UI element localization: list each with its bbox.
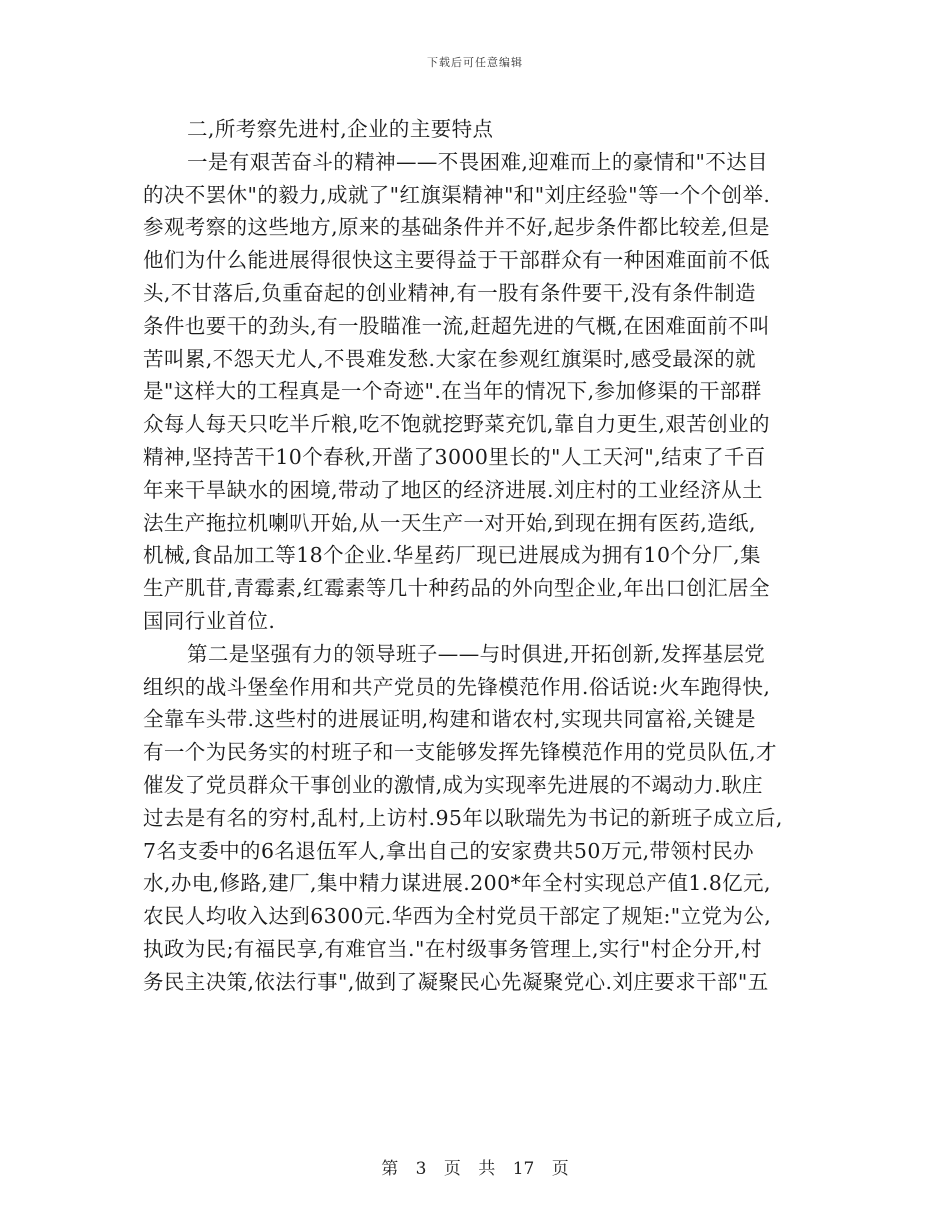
section-heading: 二,所考察先进村,企业的主要特点: [187, 117, 494, 141]
text-line: 苦叫累,不怨天尤人,不畏难发愁.大家在参观红旗渠时,感受最深的就: [143, 346, 756, 371]
text-line: 参观考察的这些地方,原来的基础条件并不好,起步条件都比较差,但是: [143, 215, 770, 240]
text-line: 催发了党员群众干事创业的激情,成为实现率先进展的不竭动力.耿庄: [143, 772, 763, 797]
total-page-count: 17: [512, 1159, 535, 1179]
text-line: 水,办电,修路,建厂,集中精力谋进展.200*年全村实现总产值1.8亿元,: [143, 871, 771, 896]
text-line: 条件也要干的劲头,有一股瞄准一流,赶超先进的气概,在困难面前不叫: [143, 313, 770, 338]
document-body: [143, 113, 815, 999]
text-line: 年来干旱缺水的困境,带动了地区的经济进展.刘庄村的工业经济从土: [143, 477, 763, 502]
paragraph-2: [143, 638, 815, 999]
text-line: 一是有艰苦奋斗的精神——不畏困难,迎难而上的豪情和"不达目: [187, 149, 769, 174]
current-page-number: 3: [415, 1159, 427, 1179]
text-line: 众每人每天只吃半斤粮,吃不饱就挖野菜充饥,靠自力更生,艰苦创业的: [143, 412, 770, 437]
text-line: 精神,坚持苦干10个春秋,开凿了3000里长的"人工天河",结束了千百: [143, 444, 766, 469]
text-line: 全靠车头带.这些村的进展证明,构建和谐农村,实现共同富裕,关键是: [143, 707, 756, 732]
text-line: 执政为民;有福民享,有难官当."在村级事务管理上,实行"村企分开,村: [143, 936, 762, 961]
text-line: 有一个为民务实的村班子和一支能够发挥先锋模范作用的党员队伍,才: [143, 740, 777, 765]
text-line: 是"这样大的工程真是一个奇迹".在当年的情况下,参加修渠的干部群: [143, 379, 762, 404]
text-line: 第二是坚强有力的领导班子——与时俱进,开拓创新,发挥基层党: [187, 641, 766, 666]
header-note: 下载后可任意编辑: [427, 56, 523, 69]
text-line: 机械,食品加工等18个企业.华星药厂现已进展成为拥有10个分厂,集: [143, 543, 761, 568]
text-line: 头,不甘落后,负重奋起的创业精神,有一股有条件要干,没有条件制造: [143, 280, 756, 305]
text-line: 国同行业首位.: [143, 608, 276, 633]
page-footer: [0, 1154, 950, 1179]
text-line: 7名支委中的6名退伍军人,拿出自己的安家费共50万元,带领村民办: [143, 838, 755, 863]
text-line: 农民人均收入达到6300元.华西为全村党员干部定了规矩:"立党为公,: [143, 904, 772, 929]
footer-page-word: 页: [443, 1159, 461, 1179]
text-line: 的决不罢休"的毅力,成就了"红旗渠精神"和"刘庄经验"等一个个创举.: [143, 182, 771, 207]
text-line: 务民主决策,依法行事",做到了凝聚民心先凝聚党心.刘庄要求干部"五: [143, 969, 769, 994]
text-line: 他们为什么能进展得很快这主要得益于干部群众有一种困难面前不低: [143, 248, 770, 273]
footer-total-word: 共: [478, 1159, 496, 1179]
text-line: 生产肌苷,青霉素,红霉素等几十种药品的外向型企业,年出口创汇居全: [143, 576, 770, 601]
paragraph-1: [143, 146, 815, 638]
footer-suffix: 页: [551, 1159, 569, 1179]
text-line: 过去是有名的穷村,乱村,上访村.95年以耿瑞先为书记的新班子成立后,: [143, 805, 783, 830]
footer-prefix: 第: [381, 1159, 399, 1179]
text-line: 法生产拖拉机喇叭开始,从一天生产一对开始,到现在拥有医药,造纸,: [143, 510, 756, 535]
text-line: 组织的战斗堡垒作用和共产党员的先锋模范作用.俗话说:火车跑得快,: [143, 674, 771, 699]
